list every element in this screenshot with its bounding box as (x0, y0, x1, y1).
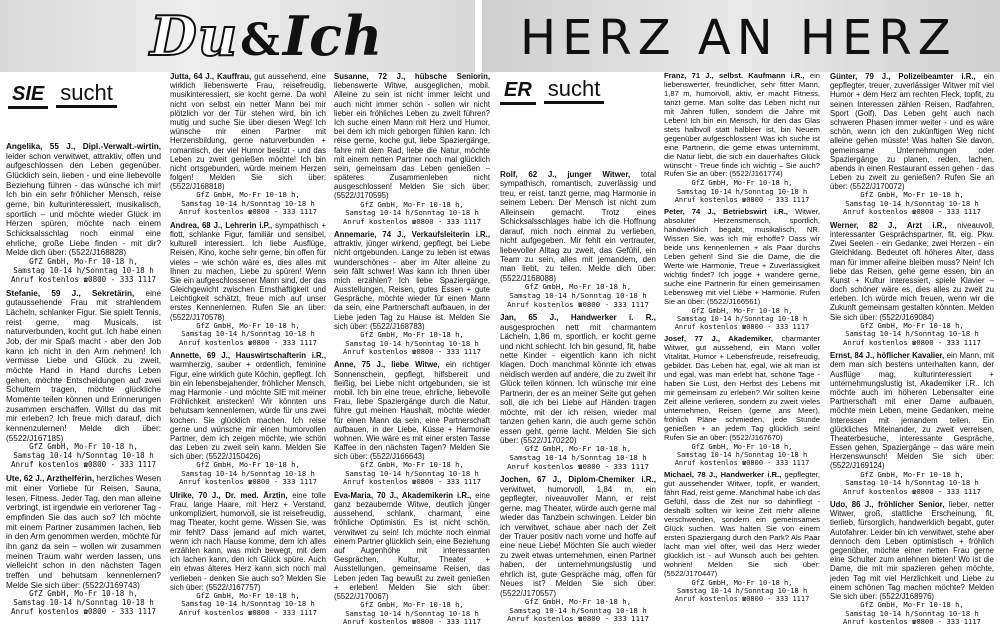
phone-number[interactable]: ☎ 0800 - 333 1117 (578, 300, 649, 309)
ad-text: ein Mann, mit dem man sich bestens unterhalten kann, der Ausflüge mag, kulturinteressiert + unternehmungslustig ist, Akademiker i.R.. Ich möchte auch im höheren Lebensalter eine Partnerschaft mit einer Dame aufbauen, möchte mein Leben, meine Gedanken, meine Interessen mit jemandem teilen. Ein glückliches Miteinander, zu zweit verreisen, Theaterbesuche, interessante Gespräche, Essen gehen, Spaziergänge – das wäre mein Herzenswunsch! Melden Sie sich über: (5522/J169124) (830, 351, 995, 471)
contact-anruf: Anruf kostenlos (507, 299, 574, 309)
contact-anruf: Anruf kostenlos (507, 461, 574, 471)
contact-anruf: Anruf kostenlos (843, 207, 908, 217)
ad-column-2 (170, 72, 326, 621)
ad-entry (334, 72, 490, 226)
logo-du: Du (150, 4, 239, 68)
ad-text: verwitwet, humorvoll, 1,84 m, ein gepflegter, niveauvoller Mann, er reist gerne, mag Theater, würde auch gerne mal wieder das Tanzbein schwingen. Leider bin ich verwitwet, schaue aber nach der Zeit der Trauer positiv nach vorne und hoffe auf eine neue Liebe! Möchten Sie auch wieder zu zweit etwas unternehmen, einen Partner haben, der unternehmungslustig und ehrlich ist, gute Gespräche mag, offen für Neues ist? Melden Sie sich über: (5522/J170557) (500, 484, 656, 598)
ad-text: total sympathisch, romantisch, zuverlässig und treu, er reist, tanzt gerne, mag Harmonie in seinem Leben. Der Mensch ist nicht zum Alleinsein gemacht. Trotz eines Schicksalsschlages habe ich die Hoffnung darauf, mich noch einmal zu verlieben, nicht aufgegeben. Mir fehlt ein vertrauter, liebevoller Alltag zu zweit, das Gefühl, ein Team zu sein, alles mit jemandem, den man liebt, zu teilen. Melde dich über: (5522/J168088) (500, 170, 656, 283)
ad-text: warmherzig, sauber + ordentlich, feminine Figur, eine wirklich gute Köchin, gepflegt. Ich bin ein lebensbejahender, fröhlicher Mensch, mag Harmonie - und möchte SIE mit meiner Fröhlichkeit anstecken! Wir könnten uns behutsam kennenlernen, würde für uns zwei kochen. Sie glücklich machen. Ich reise gerne und wünsche mir einen humorvollen Partner, dem ich zeigen möchte, wie schön das Leben zu zweit sein kann. Melden Sie sich über: (5522/J150426) (170, 360, 326, 462)
ad-column-1 (6, 142, 161, 621)
contact-weekend: Samstag 10-14 h/Sonntag 10-18 h (181, 329, 315, 339)
contact-weekend: Samstag 10-14 h/Sonntag 10-18 h (845, 478, 979, 488)
ad-heading: Stefanie, 59 J., Sekretärin, (6, 288, 135, 298)
header-banner-left (0, 0, 475, 72)
ad-column-4 (500, 170, 656, 628)
phone-number[interactable]: ☎ 0800 - 333 1117 (578, 462, 649, 471)
logo (150, 4, 383, 68)
contact-hours: GfZ GmbH, Mo-Fr 10-18 h, (29, 442, 138, 452)
ad-entry (500, 170, 656, 309)
contact-anruf: Anruf kostenlos (674, 323, 738, 332)
page-title: HERZ AN HERZ (520, 10, 957, 66)
ad-text: eine gutaussehende Frau mit strahlendem Lächeln, schlanker Figur. Sie spielt Tennis, reist gerne, mag Musicals, ist naturverbunden, kocht gut. Ich habe einen Job, der mir Spaß macht - aber den Job kann ich nicht in den Arm nehmen! Ich vermisse Liebe und Glück zu zweit, möchte Hand in Hand durchs Leben gehen, möchte Entscheidungen auf zwei Schultern tragen, möchte glückliche Momente teilen können und Erinnerungen zusammen erschaffen. Willst du das mit mir erleben? Ich freue mich darauf, dich kennenzulernen! Melde dich über: (5522/J167185) (6, 288, 161, 443)
contact-weekend: Samstag 10-14 h/Sonntag 10-18 h (676, 314, 808, 323)
ad-contact (830, 191, 994, 216)
contact-hours: GfZ GmbH, Mo-Fr 10-18 h, (860, 600, 964, 610)
phone-number[interactable]: ☎ 0800 - 333 1117 (412, 347, 481, 356)
ad-text: sympathisch + flott, schlanke Figur, familiär und sensibel, kulturell interessiert. Ich liebe Ausflüge, Reisen, Kino, koche sehr gerne, bin offen für vieles – wie schön wäre es, dies alles mit Ihnen zu machen, Liebe zu spüren! Wenn Sie ein aufgeschlossener Mann sind, der das Gleichgewicht zwischen Ernsthaftigkeit und Leichtigkeit schätzt, freue mich auf unser erstes Kennenlernen. Rufen Sie an über: (5522/J170578) (170, 220, 327, 322)
ad-contact (334, 201, 490, 226)
ad-text: eine ganz bezaubernde Witwe, deutlich jünger aussehend, schlank, charmant, eine fröhliche Optimistin. Es ist nicht schön, verwitwet zu sein! Ich möchte noch einmal einem Partner glücklich sein, eine Beziehung auf Augenhöhe mit interessanten Gesprächen, Kultur, Theater + Ausstellungen, gemeinsame Reisen, das Leben jeden Tag bewußt zu zweit genießen + erleben! Melden Sie sich über: (5522/J170067) (334, 490, 490, 601)
contact-hours: GfZ GmbH, Mo-Fr 10-18 h, (360, 199, 464, 209)
ad-heading: Susanne, 72 J., hübsche Seniorin, (334, 72, 490, 81)
ad-entry (334, 230, 490, 356)
contact-weekend: Samstag 10-14 h/Sonntag 10-18 h (845, 198, 979, 208)
phone-number[interactable]: ☎ 0800 - 333 1117 (912, 207, 981, 216)
contact-hours: GfZ GmbH, Mo-Fr 10-18 h, (196, 590, 300, 600)
contact-weekend: Samstag 10-14 h/Sonntag 10-18 h (676, 451, 808, 459)
ad-text: ein liebenswerter, freundlicher, sehr fitter Mann, 1,87 m, humorvoll, aktiv, er macht Fitness, tanzt gerne. Man sollte das Leben nicht nur mit Jahren füllen, sondern die Jahre mit Leben! Ich bin ein Mensch, für den das Glas stets halbvoll statt halbleer ist, bin Neuem gegenüber aufgeschlossen! Was ich suche ist eine Partnerin, die gerne etwas unternimmt, die Natur liebt, die sich ein dauerhaftes Glück wünscht - Treue finde ich wichtig – Sie auch? Rufen Sie an über: (5522/J161774) (664, 71, 820, 179)
contact-hours: GfZ GmbH, Mo-Fr 10-18 h, (860, 469, 964, 479)
contact-anruf: Anruf kostenlos (10, 460, 79, 470)
logo-ampersand: & (240, 15, 281, 66)
ad-heading: Rolf, 62 J., junger Witwer, (500, 170, 631, 179)
contact-weekend: Samstag 10-14 h/Sonntag 10-18 h (345, 608, 479, 618)
ad-heading: Ute, 62 J., Arzthelferin, (6, 474, 95, 484)
contact-hours: GfZ GmbH, Mo-Fr 10-18 h, (29, 589, 138, 599)
contact-anruf: Anruf kostenlos (10, 607, 79, 616)
ad-contact (334, 601, 490, 626)
ad-contact (6, 443, 161, 470)
ad-heading: Anne, 75 J., liebe Witwe, (334, 360, 440, 370)
ad-entry (6, 142, 161, 285)
ad-heading: Peter, 74 J., Betriebswirt i.R., (664, 207, 788, 217)
contact-weekend: Samstag 10-14 h/Sonntag 10-18 h (845, 329, 979, 339)
ad-contact (500, 283, 656, 309)
ad-contact (830, 601, 994, 626)
contact-anruf: Anruf kostenlos (674, 195, 738, 204)
ad-contact (170, 592, 326, 617)
contact-hours: GfZ GmbH, Mo-Fr 10-18 h, (360, 460, 464, 470)
ad-contact (6, 258, 161, 285)
ad-entry (6, 289, 161, 470)
ad-entry (830, 500, 994, 626)
ad-text: attraktiv, jünger wirkend, gepflegt, bei Liebe nicht ortgebunden. Lange zu leben ist etwas wunderschönes - aber im Alter alleine zu sein fällt schwer! Was kann ich Ihnen über mich erzählen? Ich liebe Spaziergänge, Ausstellungen, Reisen, gutes Essen + gute Gespräche, möchte wieder für einen Mann da sein, eine Partnerschaft aufbauen, in der Liebe jeden Tag zu Hause ist. Melden Sie sich über: (5522/J168783) (334, 239, 490, 331)
ad-contact (6, 590, 161, 617)
ad-contact (170, 191, 326, 216)
contact-weekend: Samstag 10-14 h/Sonntag 10-18 h (181, 599, 315, 609)
contact-anruf: Anruf kostenlos (507, 614, 574, 624)
contact-anruf: Anruf kostenlos (674, 595, 738, 604)
ad-entry (664, 72, 820, 204)
ad-heading: Jochen, 67 J., Diplom-Chemiker i.R., (500, 475, 656, 485)
contact-weekend: Samstag 10-14 h/Sonntag 10-18 h (845, 608, 979, 618)
contact-hours: GfZ GmbH, Mo-Fr 10-18 h, (860, 320, 964, 330)
contact-weekend: Samstag 10-14 h/Sonntag 10-18 h (509, 290, 647, 300)
ad-contact (500, 445, 656, 471)
ad-entry (170, 221, 326, 347)
ad-entry (664, 471, 820, 603)
ad-contact (664, 579, 820, 604)
ad-entry (500, 475, 656, 624)
contact-weekend: Samstag 10-14 h/Sonntag 10-18 h (676, 187, 808, 196)
ad-contact (334, 331, 490, 356)
ad-entry (170, 351, 326, 487)
ad-text: gepflegter, gut aussehender Witwer, topfit, er wandert, fährt Rad, reist gerne. Manchmal habe ich das Gefühl, dass die Zeit nur so dahinfliegt - deshalb sollten wir keine Zeit mehr alleine verschwenden, sondern ein gemeinsames Glück suchen. Was halten Sie von einem ersten Spaziergang durch den Park? Als Paar lacht man viel öfter, weil das Herz wieder glücklich ist - auf Wunsch auch bei gehten. wohnen! Melden Sie sich über: (5522/J170447) (664, 470, 820, 578)
section-label-er (500, 76, 604, 105)
contact-weekend: Samstag 10-14 h/Sonntag 10-18 h (181, 198, 315, 208)
ad-entry (170, 491, 326, 617)
ad-text: leider schon verwitwet, attraktiv, offen und aufgeschlossen den Leben gegenüber. Glücklich sein, lieben - und eine liebevolle Beziehung führen - das wünsche ich mir! Ich bin ein sehr fröhlicher Mensch, reise gerne, bin kulturinteressiert, musikalisch, sportlich – und möchte wieder Glück im Herzen spüren, möchte nach einem Schicksalsschlag noch einmal eine ehrliche, große Liebe finden - mit dir? Melde dich über: (5522/J168828) (6, 151, 161, 258)
ad-text: eine tolle Frau, lange Haare, mit Herz + Verstand, unkompliziert, humorvoll, sie ist reisefreudig, mag Theater, kocht gerne. Wissen Sie, was mir fehlt? Dass jemand auf mich wartet, wenn ich nach Hause komme, dem ich alles erzählen kann, was mich bewegt, mit dem ich lachen kann, den ich Glück spüre. Auch ein etwas älteres Herz kann sich noch mal verlieben - denken Sie auch so? Melden Sie sich über: (5522/J167757) (170, 490, 326, 592)
contact-weekend: Samstag 10-14 h/Sonntag 10-18 h (509, 453, 647, 463)
ad-entry (500, 313, 656, 471)
ad-heading: Ulrike, 70 J., Dr. med. Ärztin, (170, 490, 288, 500)
contact-hours: GfZ GmbH, Mo-Fr 10-18 h, (360, 600, 464, 610)
logo-ich: Ich (282, 4, 384, 68)
phone-number[interactable]: ☎ 0800 - 333 1117 (84, 460, 157, 469)
contact-anruf: Anruf kostenlos (10, 274, 79, 284)
contact-hours: GfZ GmbH, Mo-Fr 10-18 h, (524, 444, 632, 454)
contact-hours: GfZ GmbH, Mo-Fr 10-18 h, (860, 190, 964, 200)
ad-entry (664, 208, 820, 331)
contact-anruf: Anruf kostenlos (843, 486, 908, 496)
ad-heading: Ernst, 84 J., höflicher Kavalier, (830, 351, 945, 361)
contact-hours: GfZ GmbH, Mo-Fr 10-18 h, (691, 306, 793, 315)
ad-entry (664, 335, 820, 467)
section-tag-sie: SIE (8, 83, 48, 109)
ad-entry (6, 474, 161, 617)
ad-text: charmanter Witwer, gut aussehend, ein Mann voller Vitalität, Humor + Lebensfreude, reisefreudig, gebildet. Das Leben hat, egal, wie alt man ist und egal, was man erlebt hat, schöne Tage - haben Sie Lust, den Herbst des Lebens mit mir gemeinsam zu erleben? Wir sollten keine Zeit alleine verlieren, sondern zu zweit vieles unternehmen, Reisen (gerne ans Meer), fröhlich Pläne schmieden, jede Stunde genießen + an jedem Tag glücklich sein! Rufen Sie an über: (5522/J167670) (664, 334, 820, 442)
contact-anruf: Anruf kostenlos (343, 346, 408, 356)
ad-heading: Jutta, 64 J., Kauffrau, (170, 72, 252, 81)
contact-anruf: Anruf kostenlos (179, 337, 244, 347)
contact-weekend: Samstag 10-14 h/Sonntag 10-18 h (345, 208, 479, 218)
ad-text: ausgesprochen nett mit charmantem Lächeln, 1,86 m, sportlich, er kocht gerne und nicht schlecht. Ich bin gesund, fit, habe nette Kinder - eigentlich kann ich nicht klagen. Doch manchmal könnte ich etwas neidisch werden auf andere, die zu zweit ihr Glück teilen können. Ich wünsche mir eine Partnerin, der es an meiner Seite gut gehen soll, die ich bei Liebe auf Händen tragen möchte, mit der ich reisen, wieder mal tanzen gehen kann, die auch gerne schön essen geht, gerne lacht. Melden Sie sich über: (5522/J170220) (500, 322, 656, 445)
ad-text: herzliches Wesen mit einer Vorliebe für Reisen, Sauna, lesen, Fitness. Jeder Tag, den man alleine verbringt, ist irgendwie ein verlorener Tag - empfinden Sie das auch so? Ich möchte mit einem Partner zusammen lachen, lieb in den Arm genommen werden, möchte für ihn ganz da sein – wollen wir zusammen meinen Traum wahr werden lassen, uns vielleicht schon in den nächsten Tagen treffen und behutsam kennenlernen? Melde Sie sich über: (5522/J169743) (6, 474, 162, 590)
ad-heading: Angelika, 55 J., Dipl.-Verwalt.-wirtin, (6, 142, 161, 151)
contact-anruf: Anruf kostenlos (343, 477, 408, 487)
ad-heading: Michael, 78 J., Handwerker i.R., (664, 470, 782, 480)
contact-anruf: Anruf kostenlos (179, 477, 244, 487)
ad-heading: Josef, 77 J., Akademiker, (664, 334, 773, 344)
contact-weekend: Samstag 10-14 h/Sonntag 10-18 h (13, 451, 154, 461)
ad-column-5 (664, 72, 820, 608)
phone-number[interactable]: ☎ 0800 - 333 1117 (412, 617, 481, 626)
ad-entry (830, 351, 994, 496)
contact-anruf: Anruf kostenlos (343, 216, 408, 226)
contact-hours: GfZ GmbH, Mo-Fr 10-18 h, (691, 179, 793, 188)
contact-hours: GfZ GmbH, Mo-Fr 10-18 h, (196, 460, 300, 470)
ad-text: lieber, netter Witwer, groß, stattliche Erscheinung, fit, tierlieb, fürsorglich, handwerklich begabt, guter Autofahrer. Leider bin ich verwitwet, stehe aber dennoch dem Leben optimistisch + fröhlich gegenüber, möchte einer netten Frau gerne eine Schulter zum anlehnen bieten! Wo ist die Dame, die mit mir spazieren gehen möchte, jeden Tag mit viel Herzlichkeit und Liebe zu einem schönen Tag machen möchte? Melden Sie sich über: (5522/J168976) (830, 500, 994, 601)
contact-anruf: Anruf kostenlos (179, 207, 244, 217)
contact-hours: GfZ GmbH, Mo-Fr 10-18 h, (196, 190, 300, 200)
ad-contact (664, 179, 820, 204)
phone-number[interactable]: ☎ 0800 - 333 1117 (248, 207, 317, 216)
phone-number[interactable]: ☎ 0800 - 333 1117 (248, 338, 317, 347)
contact-anruf: Anruf kostenlos (843, 616, 908, 626)
ad-entry (334, 491, 490, 627)
ad-text: niveauvoll, interessanter Gesprächspartner, fit, eig. Pkw. Zwei Seelen - ein Gedanke; zwei Herzen - ein Gleichklang. Bedeutet oft höheres Alter, dass man für immer alleine bleiben muss? Nein! Ich liebe das Reisen, gehe gerne essen, bin an Kunst + Kultur interessiert, spiele Klavier – doch schöner wäre es, dies alles zu zweit zu erleben. Ich würde mich freuen, wenn wir die Zukunft gemeinsam gestalten könnten. Melden Sie sich über: (5522/J169084) (830, 220, 994, 322)
ad-column-6 (830, 72, 994, 630)
contact-anruf: Anruf kostenlos (843, 337, 908, 347)
contact-anruf: Anruf kostenlos (674, 459, 738, 468)
ad-entry (830, 221, 994, 347)
phone-number[interactable]: ☎ 0800 - 333 1117 (912, 487, 981, 496)
phone-number[interactable]: ☎ 0800 - 333 1117 (412, 217, 481, 226)
phone-number[interactable]: ☎ 0800 - 333 1117 (742, 323, 809, 331)
contact-weekend: Samstag 10-14 h/Sonntag 10-18 h (509, 605, 647, 615)
section-tag-er: ER (500, 79, 536, 105)
ad-heading: Andrea, 68 J., Lehrerin i.P., (170, 220, 273, 230)
contact-weekend: Samstag 10-14 h/Sonntag 10-18 h (345, 338, 479, 348)
phone-number[interactable]: ☎ 0800 - 333 1117 (742, 459, 809, 467)
phone-number[interactable]: ☎ 0800 - 333 1117 (248, 477, 317, 486)
section-text-er: sucht (544, 76, 605, 104)
phone-number[interactable]: ☎ 0800 - 333 1117 (742, 196, 809, 204)
phone-number[interactable]: ☎ 0800 - 333 1117 (912, 617, 981, 626)
contact-anruf: Anruf kostenlos (179, 607, 244, 617)
ad-heading: Jan, 65 J., Handwerker i. R., (500, 313, 656, 323)
ad-contact (664, 443, 820, 468)
ad-text: Witwer, absoluter Herzensmensch, sportlich, handwerklich begabt, musikalisch, NR. Wissen Sie, was ich mir erhoffe? Dass wir beide uns kennenlernen + als Paar durchs Leben gehen! Sind Sie die Dame, die die Werte wie Harmonie, Treue + Zuverlässigkeit wichtig findet? Ich jogge + wandere gerne, suche eine Partnerin für einen gemeinsamen Lebensweg mit viel Liebe + Harmonie. Rufen Sie an über: (5522/J166561) (664, 207, 820, 306)
contact-hours: GfZ GmbH, Mo-Fr 10-18 h, (524, 282, 632, 292)
ad-entry (334, 360, 490, 486)
ad-contact (664, 307, 820, 332)
contact-weekend: Samstag 10-14 h/Sonntag 10-18 h (345, 468, 479, 478)
ad-heading: Annette, 69 J., Hauswirtschafterin i.R., (170, 351, 326, 361)
ad-heading: Günter, 79 J., Polizeibeamter i.R., (830, 72, 976, 81)
phone-number[interactable]: ☎ 0800 - 333 1117 (578, 614, 649, 623)
section-text-sie: sucht (56, 80, 117, 108)
phone-number[interactable]: ☎ 0800 - 333 1117 (84, 275, 157, 284)
ad-heading: Eva-Maria, 70 J., Akademikerin i.R., (334, 490, 472, 500)
header-banner-right (482, 0, 1000, 72)
phone-number[interactable]: ☎ 0800 - 333 1117 (248, 608, 317, 617)
phone-number[interactable]: ☎ 0800 - 333 1117 (412, 477, 481, 486)
ad-heading: Werner, 82 J., Arzt i.R., (830, 220, 947, 230)
contact-weekend: Samstag 10-14 h/Sonntag 10-18 h (13, 598, 154, 608)
ad-text: liebenswerte Witwe, ausgeglichen, mobil. Alleine zu sein ist nicht immer leicht und auch nicht immer schön - sollen wir nicht lieber ein fröhliches Leben zu zweit führen? Ich suche einen Mann mit Herz und Humor, bei dem ich mich geborgen fühlen kann. Ich reise gerne, koche gut, liebe Spaziergänge, fahre mit dem Rad, liebe die Natur, möchte mit einem netten Partner noch mal glücklich sein, gemeinsam das Leben genießen – späteres Zusammenleben nicht ausgeschlossen! Melden Sie sich über: (5522/J170595) (334, 81, 490, 201)
ad-heading: Udo, 86 J., fröhlicher Senior, (830, 500, 945, 510)
ad-heading: Annemarie, 74 J., Verkaufsleiterin i.R., (334, 229, 490, 239)
ad-contact (170, 322, 326, 347)
ad-heading: Franz, 71 J., selbst. Kaufmann i.R., (664, 71, 805, 80)
ad-contact (334, 461, 490, 486)
contact-hours: GfZ GmbH, Mo-Fr 10-18 h, (196, 320, 300, 330)
phone-number[interactable]: ☎ 0800 - 333 1117 (912, 338, 981, 347)
ad-entry (170, 72, 326, 217)
ad-text: ein richtiger Sonnenschein, gepflegt, hilfsbereit und fleißig, bei Liebe nicht ortgebunden, sie ist mobil. Ich bin eine treue, ehrliche, liebevolle Frau, liebe Spaziergänge durch die Natur, führe gut meinen Haushalt, möchte wieder für einen Mann da sein, eine Partnerschaft aufbauen, in der Liebe, Küsse + Harmonie wohnen. Wie wäre es mit einer ersten Tasse Kaffee in den nächsten Tagen? Melden Sie sich über: (5522/J166643) (334, 360, 490, 462)
ad-text: gut aussehend, eine wirklich liebenswerte Frau, reisefreudig, musikinteressiert, sie kocht gerne. Da wohl nicht von selbst ein netter Mann bei mir plötzlich vor der Tür stehen wird, bin ich mutig und suche Sie über diesen Weg! Ich wünsche mir einen Partner mit Herzensbildung, gerne naturverbunden + romantisch, der viel Humor besitzt - und das Leben zu zweit genießen möchte! Ich bin nicht ortsgebunden, würde meinem Herzen folgen! Melden Sie sich über: (5522/J168818) (170, 72, 327, 192)
ad-contact (170, 461, 326, 486)
ad-text: ein gepflegter, treuer, zuverlässiger Witwer mit viel Humor + dem Herz am rechten Fleck, topfit, zu seinen Interessen zählen Reisen, Radfahren, Sport (Golf). Das Leben geht auch nach schweren Phasen immer weiter - und es wäre schön, wenn ich den zukünftigen Weg nicht alleine gehen müsste! Was halten Sie davon, gemeinsame Unternehmungen oder Spaziergänge zu planen, reden, lachen, abends in einen Restaurant essen gehen - das Leben zu zweit zu genießen? Rufen Sie an über: (5522/J170072) (830, 72, 994, 192)
contact-hours: GfZ GmbH, Mo-Fr 10-18 h, (691, 578, 793, 587)
phone-number[interactable]: ☎ 0800 - 333 1117 (742, 595, 809, 603)
contact-weekend: Samstag 10-14 h/Sonntag 10-18 h (676, 587, 808, 596)
ad-column-3 (334, 72, 490, 630)
contact-hours: GfZ GmbH, Mo-Fr 10-18 h, (29, 257, 138, 267)
contact-hours: GfZ GmbH, Mo-Fr 10-18 h, (691, 442, 793, 451)
contact-weekend: Samstag 10-14 h/Sonntag 10-18 h (13, 265, 154, 275)
section-label-sie (8, 80, 117, 109)
phone-number[interactable]: ☎ 0800 - 333 1117 (84, 607, 157, 616)
ad-entry (830, 72, 994, 217)
contact-hours: GfZ GmbH, Mo-Fr 10-18 h, (360, 330, 464, 340)
ad-contact (500, 598, 656, 624)
ad-contact (830, 471, 994, 496)
contact-anruf: Anruf kostenlos (343, 616, 408, 626)
ad-contact (830, 322, 994, 347)
contact-hours: GfZ GmbH, Mo-Fr 10-18 h, (524, 597, 632, 607)
contact-weekend: Samstag 10-14 h/Sonntag 10-18 h (181, 468, 315, 478)
